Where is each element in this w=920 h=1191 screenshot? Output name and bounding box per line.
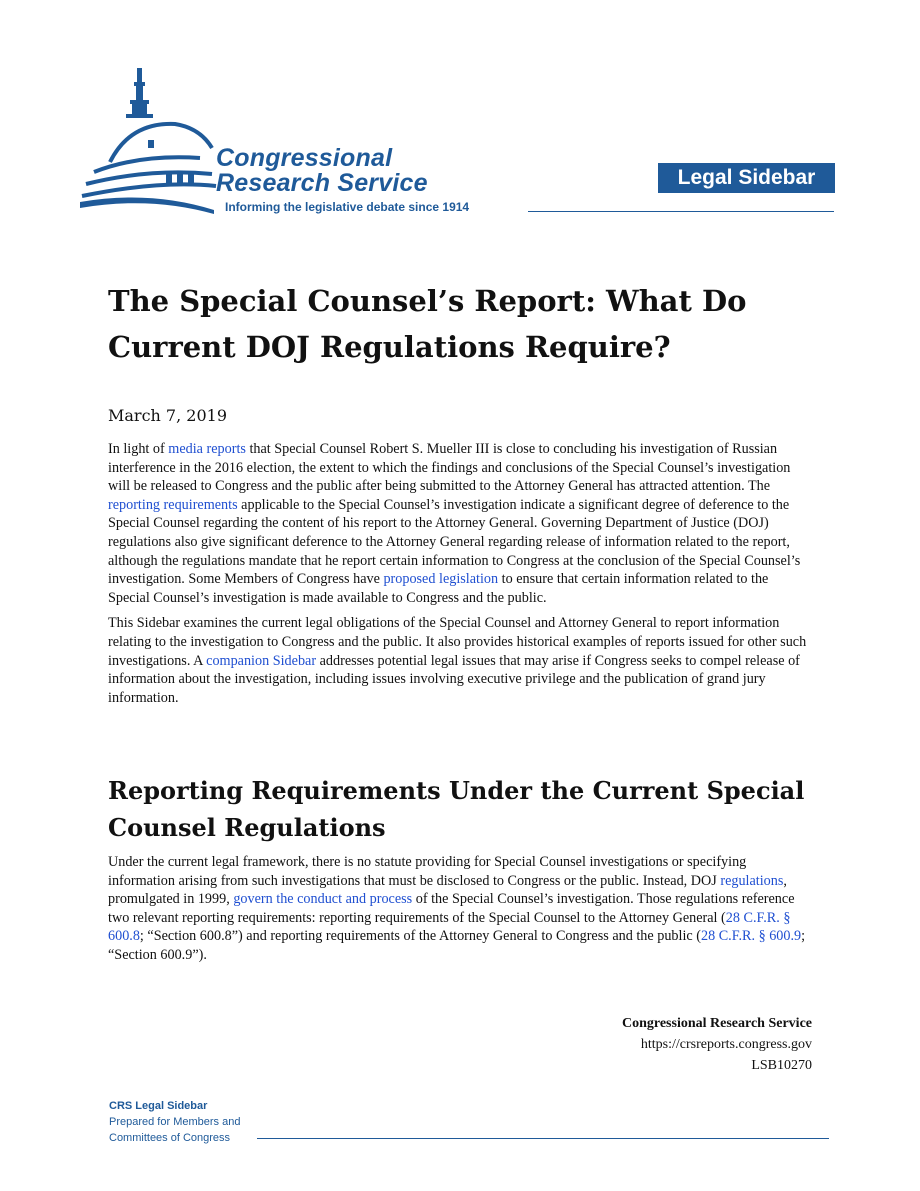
publication-date: March 7, 2019: [108, 406, 227, 425]
text: that Special Counsel Robert S. Mueller III is close to concluding his investigation of Russian interference in the 2016 election, the extent to which the findings and conclusions of the Special Counsel’s investigation will be released to Congress and the public after being submitted to the Attorney General has attracted attention. The: [108, 441, 791, 495]
legal-sidebar-badge: Legal Sidebar: [658, 163, 835, 193]
section-body: [108, 853, 813, 972]
text: applicable to the Special Counsel’s investigation indicate a significant degree of deference to the Special Counsel regarding the content of his report to the Attorney General. Governing Department of Justice (DOJ) regulations also give significant deference to the Attorney General regarding release of information related to the report, although the regulations mandate that he report certain information to Congress at the conclusion of the Special Counsel’s investigation. Some Members of Congress have: [108, 496, 801, 588]
media-reports-link[interactable]: media reports: [168, 441, 246, 457]
text: , promulgated in 1999,: [108, 872, 787, 908]
text: of the Special Counsel’s investigation. Those regulations reference two relevant reporting requirements: reporting requirements of the Special Counsel to the Attorney General (: [108, 891, 795, 926]
regulations-link[interactable]: regulations: [720, 872, 784, 889]
page-title: The Special Counsel’s Report: What Do Current DOJ Regulations Require?: [108, 284, 747, 364]
bottom-label: [109, 1098, 240, 1146]
text: In light of: [108, 441, 169, 457]
org-line-1: Congressional: [216, 144, 393, 172]
text: This Sidebar examines the current legal obligations of the Special Counsel and Attorney General to report information relating to the investigation to Congress and the public. It also provides historical examples of reports issued for other such investigations. A: [108, 615, 807, 669]
crs-wordmark: [216, 146, 428, 196]
intro-paragraph-1: [108, 440, 813, 607]
proposed-legislation-link[interactable]: proposed legislation: [383, 571, 499, 588]
text: ; “Section 600.8”) and reporting requirements of the Attorney General to Congress and the public (: [139, 928, 701, 945]
footer-org: Congressional Research Service: [621, 1016, 812, 1031]
bottom-line-1: CRS Legal Sidebar: [109, 1100, 208, 1112]
intro-paragraph-2: [108, 614, 813, 707]
org-line-2: Research Service: [216, 169, 428, 197]
text: ; “Section 600.9”).: [108, 928, 806, 963]
reporting-requirements-link[interactable]: reporting requirements: [108, 496, 238, 513]
govern-conduct-link[interactable]: govern the conduct and process: [233, 891, 413, 908]
text: to ensure that certain information related to the Special Counsel’s investigation is made available to Congress and the public.: [108, 571, 769, 606]
footer-url: https://crsreports.congress.gov: [640, 1037, 812, 1052]
text: Under the current legal framework, there is no statute providing for Special Counsel investigations or specifying information arising from such investigations that must be disclosed to Congress or the public. Instead, DOJ: [108, 854, 747, 889]
text: addresses potential legal issues that may arise if Congress seeks to compel release of information about the investigation, including issues involving executive privilege and the publication of grand jury information.: [108, 652, 800, 706]
cfr-600-8-link[interactable]: 28 C.F.R. § 600.8: [108, 909, 791, 945]
intro-section: [108, 440, 813, 714]
footer-code: LSB10270: [751, 1058, 812, 1073]
bottom-line-2: Prepared for Members and: [109, 1116, 241, 1128]
bottom-line-3: Committees of Congress: [109, 1132, 231, 1144]
section-paragraph-1: [108, 853, 813, 965]
section-heading: Reporting Requirements Under the Current Special Counsel Regulations: [108, 776, 805, 842]
bottom-rule: [257, 1138, 829, 1139]
capitol-dome-icon: [80, 62, 540, 222]
crs-tagline: Informing the legislative debate since 1914: [225, 200, 470, 214]
companion-sidebar-link[interactable]: companion Sidebar: [206, 652, 317, 669]
crs-footer: [622, 1013, 812, 1076]
header-rule: [528, 211, 834, 212]
cfr-600-9-link[interactable]: 28 C.F.R. § 600.9: [700, 928, 802, 945]
